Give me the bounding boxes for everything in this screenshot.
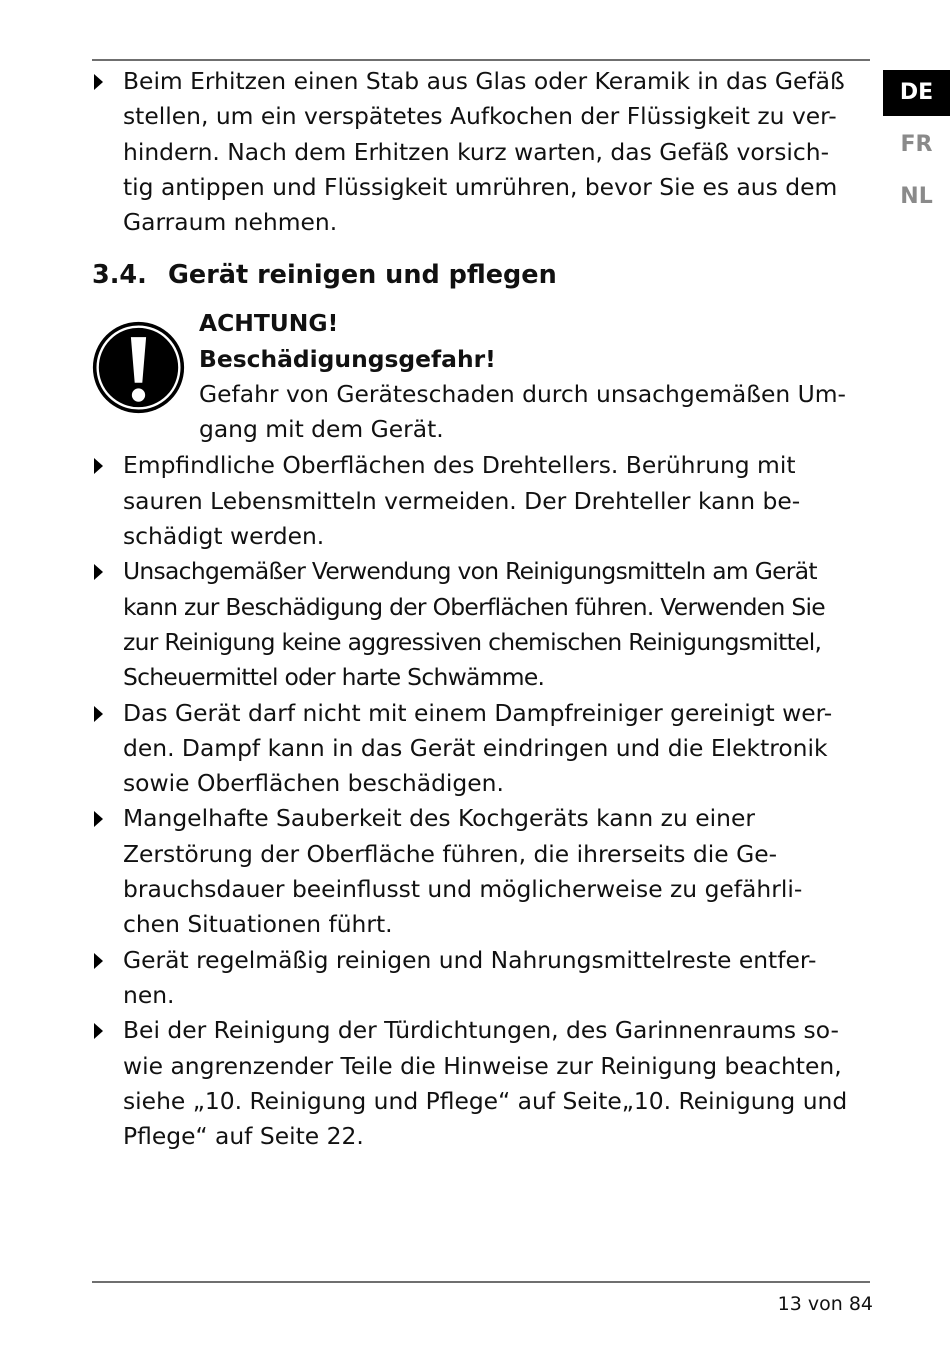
text-line: Gerät regelmäßig reinigen und Nahrungsmittelreste entfer- xyxy=(123,945,817,974)
page-number: 13 von 84 xyxy=(777,1293,873,1315)
section-title: Gerät reinigen und pflegen xyxy=(168,260,557,291)
bullet-item xyxy=(92,801,872,942)
warning-box xyxy=(92,306,872,448)
text-line: Empfindliche Oberflächen des Drehtellers. Berührung mit xyxy=(123,451,796,480)
intro-bullet xyxy=(92,64,872,240)
language-tab-nl[interactable]: NL xyxy=(900,184,933,209)
top-rule xyxy=(92,59,870,61)
text-line: siehe „10. Reinigung und Pflege“ auf Seite„10. Reinigung und xyxy=(123,1086,848,1115)
text-line: stellen, um ein verspätetes Aufkochen der Flüssigkeit zu ver- xyxy=(123,102,837,131)
text-line: zur Reinigung keine aggressiven chemischen Reinigungsmittel, xyxy=(123,627,822,656)
bullet-arrow-icon xyxy=(94,706,103,722)
bullet-arrow-icon xyxy=(94,564,103,580)
text-line: wie angrenzender Teile die Hinweise zur Reinigung beachten, xyxy=(123,1051,842,1080)
text-line: Mangelhafte Sauberkeit des Kochgeräts kann zu einer xyxy=(123,804,755,833)
exclamation-warning-icon xyxy=(91,320,186,415)
text-line: Unsachgemäßer Verwendung von Reinigungsmitteln am Gerät xyxy=(123,557,817,586)
text-line: Zerstörung der Oberfläche führen, die ihrerseits die Ge- xyxy=(123,839,778,868)
warning-line: Gefahr von Geräteschaden durch unsachgemäßen Um- xyxy=(199,380,846,409)
text-line: Beim Erhitzen einen Stab aus Glas oder Keramik in das Gefäß xyxy=(123,67,845,95)
text-line: Das Gerät darf nicht mit einem Dampfreiniger gereinigt wer- xyxy=(123,698,833,727)
text-line: brauchsdauer beeinflusst und möglicherweise zu gefährli- xyxy=(123,875,803,904)
bullet-item xyxy=(92,943,872,1014)
bullet-arrow-icon xyxy=(94,458,103,474)
section-number: 3.4. xyxy=(92,260,147,291)
language-tab-de[interactable]: DE xyxy=(883,70,950,116)
page-content xyxy=(92,64,872,1154)
warning-line: gang mit dem Gerät. xyxy=(199,415,444,444)
text-line: Bei der Reinigung der Türdichtungen, des Garinnenraums so- xyxy=(123,1016,839,1045)
text-line: schädigt werden. xyxy=(123,522,325,551)
bullet-item xyxy=(92,554,872,695)
text-line: Scheuermittel oder harte Schwämme. xyxy=(123,663,545,692)
language-tab-fr[interactable]: FR xyxy=(900,132,933,157)
text-line: chen Situationen führt. xyxy=(123,910,393,939)
bullet-arrow-icon xyxy=(94,1023,103,1039)
text-line: tig antippen und Flüssigkeit umrühren, bevor Sie es aus dem xyxy=(123,172,838,201)
bullet-item xyxy=(92,448,872,554)
text-line: hindern. Nach dem Erhitzen kurz warten, das Gefäß vorsich- xyxy=(123,137,830,166)
section-heading xyxy=(92,257,872,293)
bullet-item xyxy=(92,1013,872,1154)
bullet-item xyxy=(92,696,872,802)
warning-subtitle: Beschädigungsgefahr! xyxy=(199,344,496,373)
text-line: kann zur Beschädigung der Oberflächen führen. Verwenden Sie xyxy=(123,592,825,621)
text-line: Pflege“ auf Seite 22. xyxy=(123,1122,364,1151)
bottom-rule xyxy=(92,1281,870,1283)
bullet-arrow-icon xyxy=(94,74,103,90)
warning-label: ACHTUNG! xyxy=(199,309,339,338)
text-line: sauren Lebensmitteln vermeiden. Der Drehteller kann be- xyxy=(123,486,801,515)
bullet-arrow-icon xyxy=(94,953,103,969)
text-line: sowie Oberflächen beschädigen. xyxy=(123,769,504,798)
warning-text xyxy=(199,306,846,447)
text-line: Garraum nehmen. xyxy=(123,208,338,237)
text-line: den. Dampf kann in das Gerät eindringen und die Elektronik xyxy=(123,733,828,762)
text-line: nen. xyxy=(123,980,175,1009)
bullet-arrow-icon xyxy=(94,811,103,827)
